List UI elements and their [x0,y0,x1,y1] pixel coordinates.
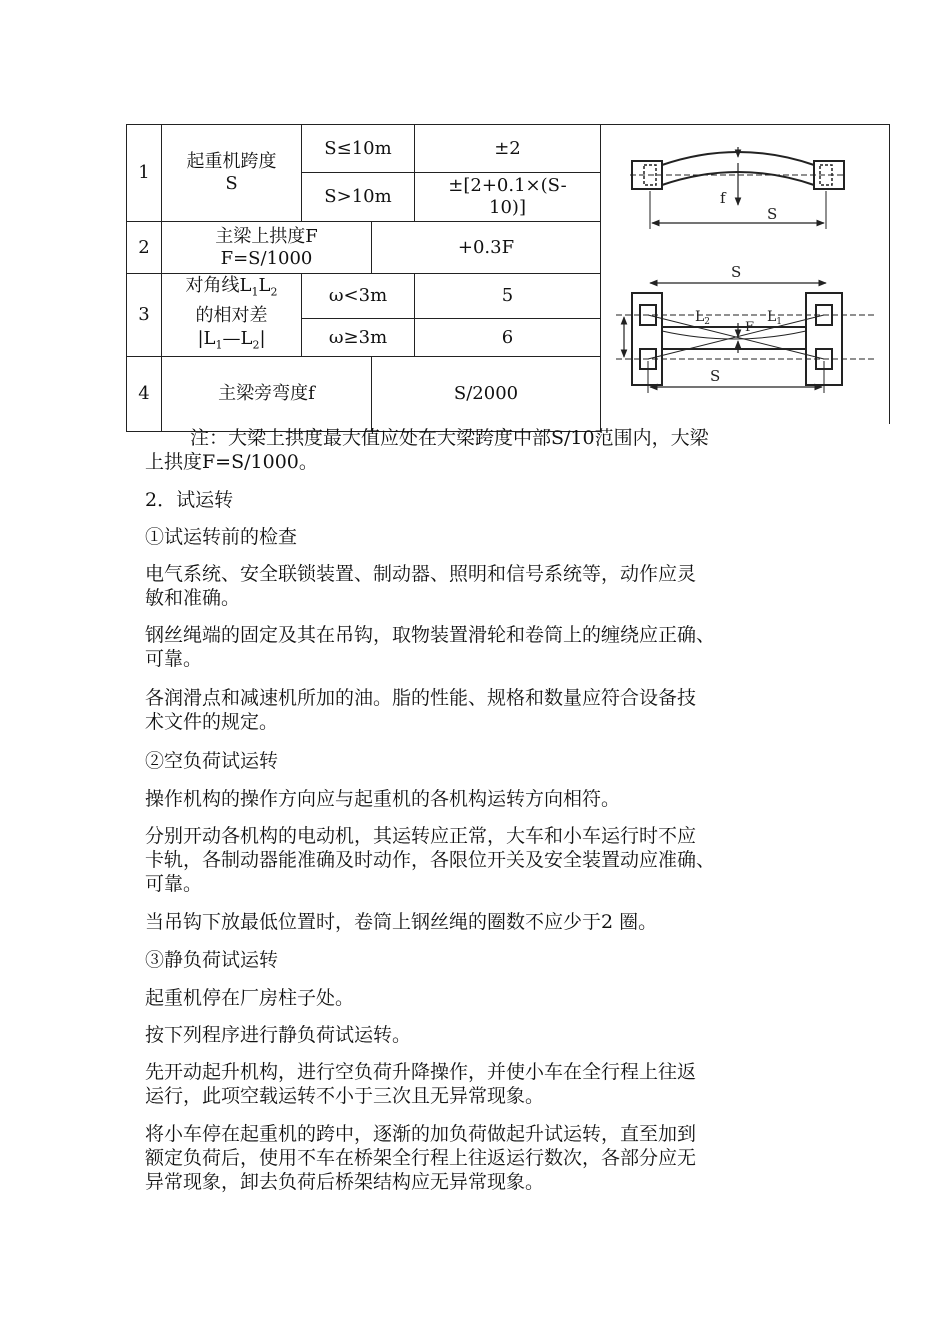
paragraph: 先开动起升机构，进行空负荷升降操作，并使小车在全行程上往返 运行，此项空载运转不小于三次且无异常现象。 [145,1061,697,1107]
plan-span-bottom-label: S [710,367,721,385]
paragraph: 起重机停在厂房柱子处。 [145,987,355,1009]
crane-diagram-cell [600,124,890,424]
table-row [127,274,601,319]
item-cell: 主梁上拱度F F=S/1000 [162,222,372,274]
table-row [127,125,601,173]
paragraph: 分别开动各机构的电动机，其运转应正常，大车和小车运行时不应 卡轨，各制动器能准确及时动作，各限位开关及安全装置动应准确、 可靠。 [145,825,716,895]
condition-cell: S≤10m [302,125,415,173]
condition-cell: ω≥3m [302,318,415,356]
paragraph: 操作机构的操作方向应与起重机的各机构运转方向相符。 [145,788,621,810]
condition-cell: ω<3m [302,274,415,319]
subsection-heading: ②空负荷试运转 [145,750,279,772]
row-number: 2 [127,222,162,274]
l2-label: $L_2$ [695,309,711,327]
table-note: 注：大梁上拱度最大值应处在大梁跨度中部S/10范围内，大梁 上拱度F=S/1000。 [145,427,709,473]
paragraph: 按下列程序进行静负荷试运转。 [145,1024,412,1046]
subsection-heading: ③静负荷试运转 [145,949,279,971]
value-cell: ±2 [415,125,601,173]
plan-f-label: F [745,320,755,335]
item-cell: 主梁旁弯度f [162,357,372,432]
l1-label: $L_1$ [767,309,783,327]
value-cell: S/2000 [372,357,601,432]
plan-sketch [616,283,876,393]
crane-diagram [600,125,890,425]
paragraph: 电气系统、安全联锁装置、制动器、照明和信号系统等，动作应灵 敏和准确。 [145,563,697,609]
item-cell: 对角线$L_1L_2$ 的相对差 $|L_1—L_2|$ [162,274,302,357]
condition-cell: S>10m [302,173,415,222]
camber-span-label: S [767,205,778,223]
section-heading: 2．试运转 [145,489,234,511]
tolerance-table [126,124,601,432]
paragraph: 将小车停在起重机的跨中，逐渐的加负荷做起升试运转，直至加到 额定负荷后，使用不车在桥架全行程上往返运行数次，各部分应无 异常现象，卸去负荷后桥架结构应无异常现象。 [145,1123,697,1193]
value-cell: 6 [415,318,601,356]
camber-sketch [630,147,846,229]
value-cell: ±[2+0.1×(S- 10)] [415,173,601,222]
table-row [127,357,601,432]
paragraph: 当吊钩下放最低位置时，卷筒上钢丝绳的圈数不应少于2 圈。 [145,911,658,933]
value-cell: +0.3F [372,222,601,274]
row-number: 4 [127,357,162,432]
table-row [127,222,601,274]
row-number: 1 [127,125,162,222]
subsection-heading: ①试运转前的检查 [145,526,298,548]
item-cell: 起重机跨度 S [162,125,302,222]
camber-f-label: f [720,189,726,207]
paragraph: 钢丝绳端的固定及其在吊钩，取物装置滑轮和卷筒上的缠绕应正确、 可靠。 [145,624,716,670]
row-number: 3 [127,274,162,357]
value-cell: 5 [415,274,601,319]
plan-span-top-label: S [731,263,742,281]
paragraph: 各润滑点和减速机所加的油。脂的性能、规格和数量应符合设备技 术文件的规定。 [145,687,697,733]
